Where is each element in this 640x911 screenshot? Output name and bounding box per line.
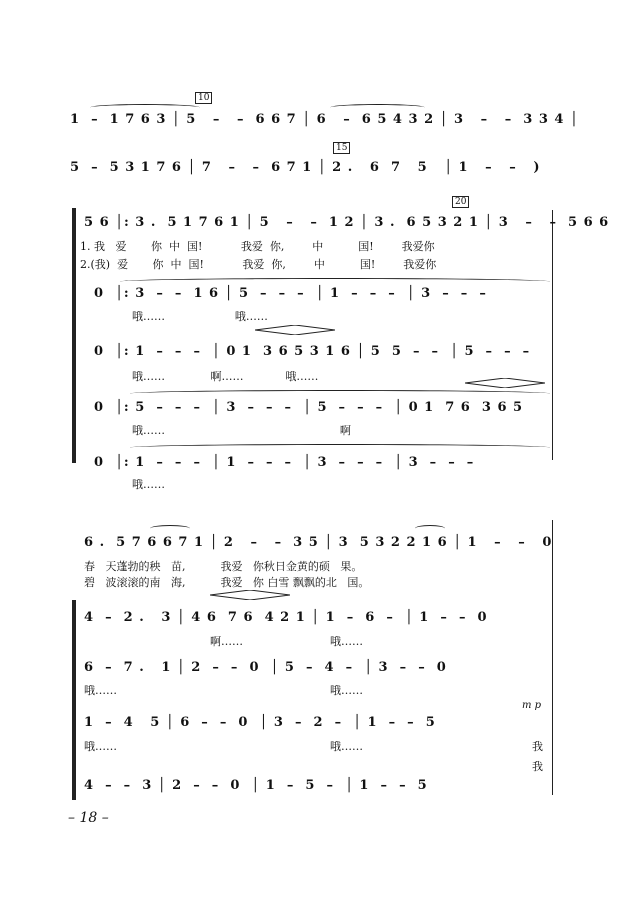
system3-hum2a: 啊…… [210,635,243,648]
system3-lyric2: 碧 波滚滚的南 海, 我爱 你 白雪 飘飘的北 国。 [84,576,370,589]
slur [120,278,550,285]
system3-voice2: 4 – 2 . 3 │ 4 6 7 6 4 2 1 │ 1 – 6 – │ 1 – – 0 [84,610,488,625]
dynamic-mp: m p [522,700,542,711]
system3-voice4: 1 – 4 5 │ 6 – – 0 │ 3 – 2 – │ 1 – – 5 [84,715,436,730]
barline [552,520,553,795]
hairpin [210,590,290,600]
system2-hum5: 哦…… [132,478,165,491]
rehearsal-mark-10: 10 [195,92,212,104]
system3-voice5: 4 – – 3 │ 2 – – 0 │ 1 – 5 – │ 1 – – 5 [84,778,428,793]
system3-hum4c: 我 [532,740,543,753]
hairpin [465,378,545,388]
system2-lyric1: 1. 我 爱 你 中 国! 我爱 你, 中 国! 我爱你 [80,240,435,253]
slur [415,525,445,532]
slur [130,444,550,451]
system1-line1: 1 – 1 7 6 3 │ 5 – – 6 6 7 │ 6 – 6 5 4 3 2 │ 3 – – 3 3 4 │ [70,112,579,127]
system2-voice4: 0 │: 5 – – – │ 3 – – – │ 5 – – – │ 0 1 7 6 3 6 5 [94,400,524,415]
system2-hum3: 哦…… 啊…… 哦…… [132,370,319,383]
barline [552,210,553,460]
system2-voice1: 5 6 │: 3 . 5 1 7 6 1 │ 5 – – 1 2 │ 3 . 6 5 3 2 1 │ 3 – – 5 6 6 [84,215,610,230]
system3-lyric1: 春 天蓬勃的秧 苗, 我爱 你秋日金黄的硕 果。 [84,560,363,573]
hairpin [255,325,335,335]
system1-line2: 5 – 5 3 1 7 6 │ 7 – – 6 7 1 │ 2 . 6 7 5 │ 1 – – ) [70,160,541,175]
system3-hum4b: 哦…… [330,740,363,753]
system3-voice1: 6 . 5 7 6 6 7 1 │ 2 – – 3 5 │ 3 5 3 2 2 1 6 │ 1 – – 0 [84,535,553,550]
system2-voice3: 0 │: 1 – – – │ 0 1 3 6 5 3 1 6 │ 5 5 – – │ 5 – – – [94,344,531,359]
page-number: – 18 – [68,810,109,826]
system3-hum2b: 哦…… [330,635,363,648]
system3-hum3a: 哦…… [84,684,117,697]
system2-lyric2: 2.(我) 爱 你 中 国! 我爱 你, 中 国! 我爱你 [80,258,437,271]
system2-voice5: 0 │: 1 – – – │ 1 – – – │ 3 – – – │ 3 – – – [94,455,475,470]
system3-hum4a: 哦…… [84,740,117,753]
system3-hum3b: 哦…… [330,684,363,697]
system3-hum4d: 我 [532,760,543,773]
slur [90,104,200,111]
slur [150,525,190,532]
rehearsal-mark-15: 15 [333,142,350,154]
system2-voice2: 0 │: 3 – – 1 6 │ 5 – – – │ 1 – – – │ 3 – – – [94,286,487,301]
system3-voice3: 6 – 7 . 1 │ 2 – – 0 │ 5 – 4 – │ 3 – – 0 [84,660,447,675]
slur [330,104,425,111]
rehearsal-mark-20: 20 [452,196,469,208]
system-brace [72,208,76,463]
system2-hum4: 哦…… 啊 [132,424,351,437]
system2-hum2: 哦…… 哦…… [132,310,268,323]
system-brace [72,600,76,800]
slur [130,390,550,397]
